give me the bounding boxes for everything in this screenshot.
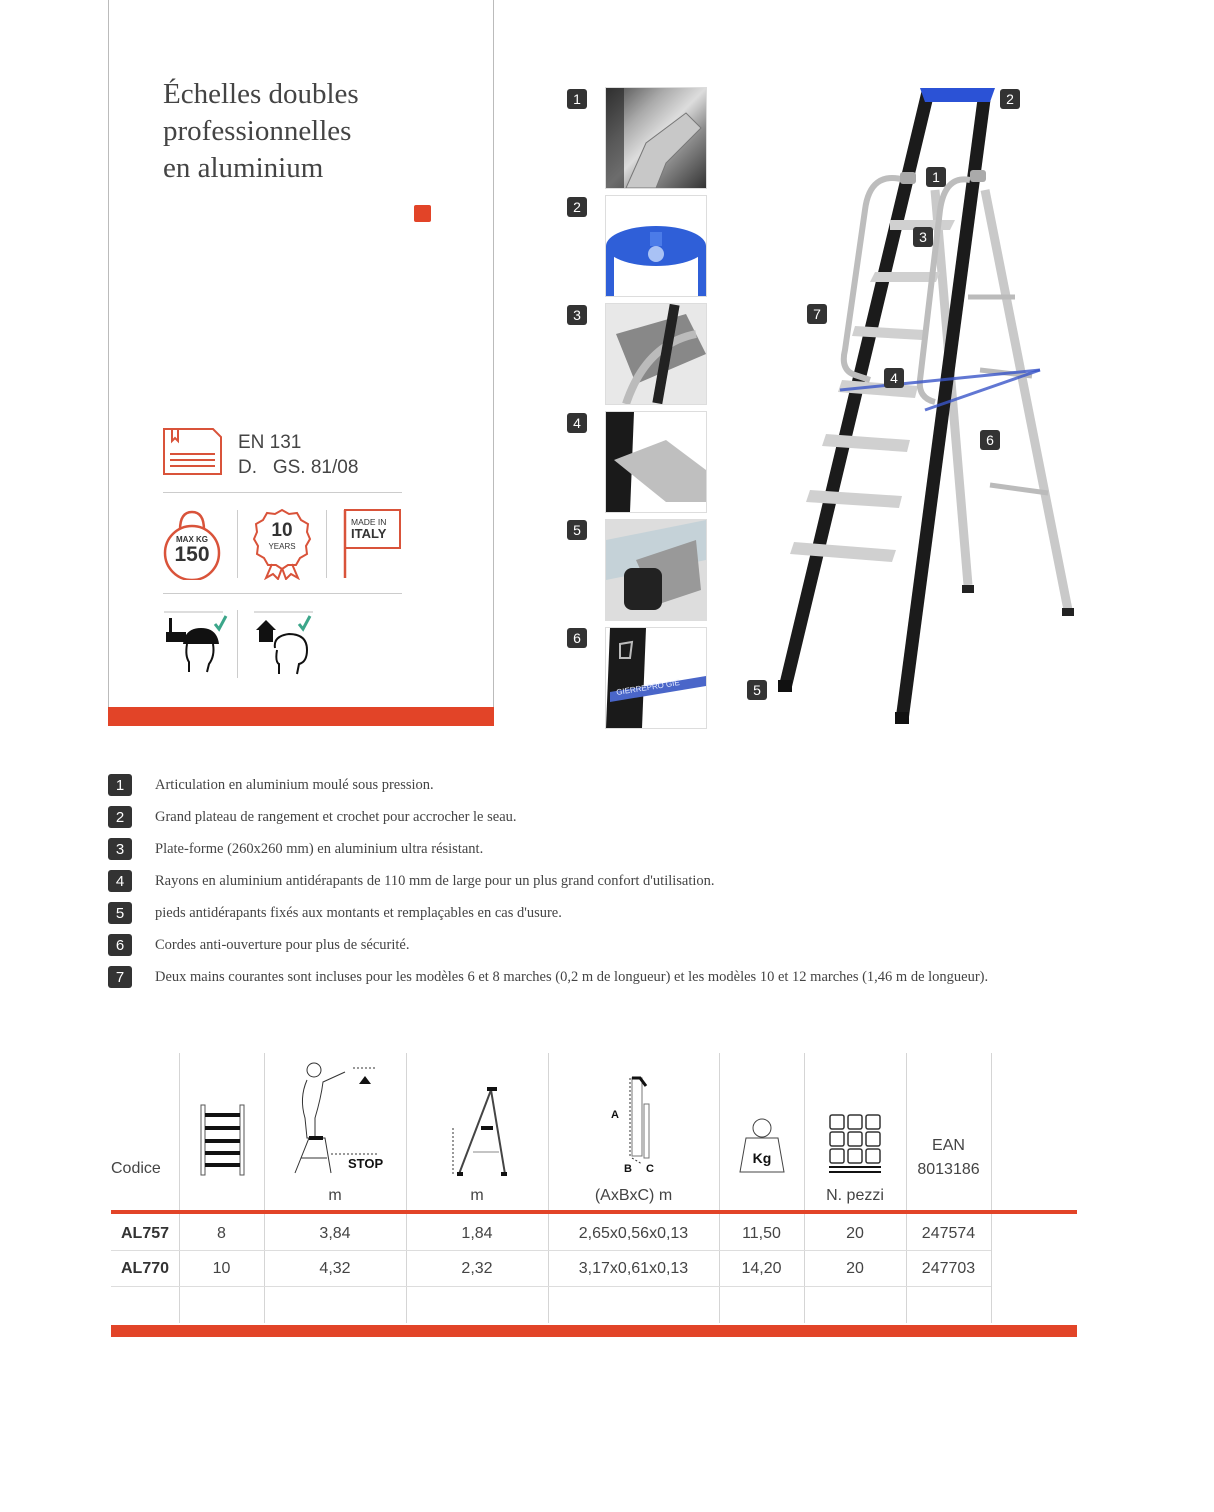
feature-item xyxy=(108,902,562,924)
step-photo xyxy=(605,411,707,513)
feature-item xyxy=(108,870,715,892)
feature-number: 7 xyxy=(108,966,132,988)
professional-use-icon xyxy=(163,610,229,676)
ladder-callout-6: 6 xyxy=(980,430,1000,450)
warranty-years-value: 10 xyxy=(271,520,293,541)
made-in-label: MADE IN xyxy=(351,517,387,527)
max-kg-label: MAX KG xyxy=(176,535,208,544)
foot-photo xyxy=(605,519,707,621)
norm-text xyxy=(238,430,358,480)
header-ean-prefix: 8013186 xyxy=(917,1161,980,1178)
feature-item xyxy=(108,838,483,860)
header-code: Codice xyxy=(111,1160,161,1177)
divider xyxy=(163,492,402,493)
divider xyxy=(237,510,238,578)
col-divider xyxy=(991,1053,992,1323)
feature-number: 5 xyxy=(108,902,132,924)
cell-working-height: 3,84 xyxy=(319,1225,351,1242)
platform-height-icon xyxy=(447,1086,511,1178)
header-ean: EAN xyxy=(932,1137,965,1154)
divider xyxy=(237,610,238,678)
cell-ean: 247703 xyxy=(921,1260,976,1277)
feature-text: Grand plateau de rangement et crochet pour accrocher le seau. xyxy=(155,808,517,825)
strap-photo xyxy=(605,627,707,729)
feature-text: Rayons en aluminium antidérapants de 110 mm de large pour un plus grand confort d'utilisation. xyxy=(155,872,715,889)
norm-gs: D. GS. 81/08 xyxy=(238,457,359,478)
ladder-callout-7: 7 xyxy=(807,304,827,324)
cell-platform-height: 1,84 xyxy=(461,1225,493,1242)
feature-number: 4 xyxy=(108,870,132,892)
header-platform-height-unit: m xyxy=(470,1187,484,1204)
feature-text: Cordes anti-ouverture pour plus de sécurité. xyxy=(155,936,410,953)
thumb-badge-1: 1 xyxy=(567,89,587,109)
weight-label: Kg xyxy=(752,1150,772,1166)
ladder-callout-5: 5 xyxy=(747,680,767,700)
cell-code: AL757 xyxy=(120,1225,170,1242)
cell-pieces: 20 xyxy=(846,1225,864,1242)
thumb-badge-6: 6 xyxy=(567,628,587,648)
warranty-icon xyxy=(252,508,312,580)
feature-item xyxy=(108,966,988,988)
norm-document-icon xyxy=(163,428,223,476)
made-in-italy-icon xyxy=(343,508,403,580)
weight-icon xyxy=(738,1118,786,1176)
feature-number: 6 xyxy=(108,934,132,956)
col-divider xyxy=(179,1053,180,1323)
thumb-badge-5: 5 xyxy=(567,520,587,540)
cell-steps: 8 xyxy=(217,1225,226,1242)
steps-icon xyxy=(200,1104,246,1176)
col-divider xyxy=(719,1053,720,1323)
ladder-callout-1: 1 xyxy=(926,167,946,187)
cell-weight: 14,20 xyxy=(741,1260,782,1277)
feature-text: Plate-forme (260x260 mm) en aluminium ultra résistant. xyxy=(155,840,484,857)
header-working-height-unit: m xyxy=(328,1187,342,1204)
norm-en131: EN 131 xyxy=(238,432,302,453)
row-divider xyxy=(111,1286,991,1287)
table-accent-bar xyxy=(111,1325,1077,1337)
warranty-years-label: YEARS xyxy=(268,542,296,551)
cell-platform-height: 2,32 xyxy=(461,1260,493,1277)
dim-b-label: B xyxy=(624,1163,632,1175)
cell-code: AL770 xyxy=(120,1260,170,1277)
stop-label: STOP xyxy=(348,1156,384,1171)
pallet-icon xyxy=(828,1113,884,1175)
thumb-badge-3: 3 xyxy=(567,305,587,325)
feature-text: Articulation en aluminium moulé sous pression. xyxy=(155,776,434,793)
cell-steps: 10 xyxy=(212,1260,231,1277)
row-divider xyxy=(111,1250,991,1251)
cell-working-height: 4,32 xyxy=(319,1260,351,1277)
header-accent-line xyxy=(111,1210,1077,1214)
made-in-country: ITALY xyxy=(351,526,387,541)
ladder-callout-2: 2 xyxy=(1000,89,1020,109)
dim-c-label: C xyxy=(646,1163,654,1175)
dimensions-icon xyxy=(620,1074,660,1170)
card-accent-bar xyxy=(108,707,494,726)
max-kg-value: 150 xyxy=(174,543,210,566)
col-divider xyxy=(906,1053,907,1323)
thumb-badge-4: 4 xyxy=(567,413,587,433)
title-line-1: Échelles doubles xyxy=(163,78,359,110)
feature-number: 3 xyxy=(108,838,132,860)
platform-photo xyxy=(605,303,707,405)
header-dimensions-unit: (AxBxC) m xyxy=(594,1187,673,1204)
max-load-icon xyxy=(163,508,221,580)
feature-text: Deux mains courantes sont incluses pour les modèles 6 et 8 marches (0,2 m de longueur) et les modèles 10 et 12 marches (1,46 m de longueur). xyxy=(155,968,989,985)
title-line-3: en aluminium xyxy=(163,152,324,184)
cell-pieces: 20 xyxy=(846,1260,864,1277)
feature-number: 2 xyxy=(108,806,132,828)
cell-weight: 11,50 xyxy=(742,1225,781,1242)
hinge-photo xyxy=(605,87,707,189)
cell-dimensions: 3,17x0,61x0,13 xyxy=(578,1260,689,1277)
feature-text: pieds antidérapants fixés aux montants et remplaçables en cas d'usure. xyxy=(155,904,562,921)
strap-text: GIERREPRO GIE xyxy=(615,678,681,697)
tray-photo xyxy=(605,195,707,297)
thumb-badge-2: 2 xyxy=(567,197,587,217)
cell-ean: 247574 xyxy=(921,1225,976,1242)
feature-item xyxy=(108,934,409,956)
divider xyxy=(326,510,327,578)
feature-item xyxy=(108,774,434,796)
cell-dimensions: 2,65x0,56x0,13 xyxy=(578,1225,689,1242)
ladder-callout-4: 4 xyxy=(884,368,904,388)
ladder-illustration xyxy=(740,80,1090,730)
feature-number: 1 xyxy=(108,774,132,796)
title-line-2: professionnelles xyxy=(163,115,352,147)
feature-item xyxy=(108,806,517,828)
dim-a-label: A xyxy=(611,1109,619,1121)
divider xyxy=(163,593,402,594)
home-use-icon xyxy=(253,610,319,676)
accent-square xyxy=(414,205,431,222)
page-title xyxy=(163,76,359,187)
header-pieces: N. pezzi xyxy=(826,1187,884,1204)
ladder-callout-3: 3 xyxy=(913,227,933,247)
